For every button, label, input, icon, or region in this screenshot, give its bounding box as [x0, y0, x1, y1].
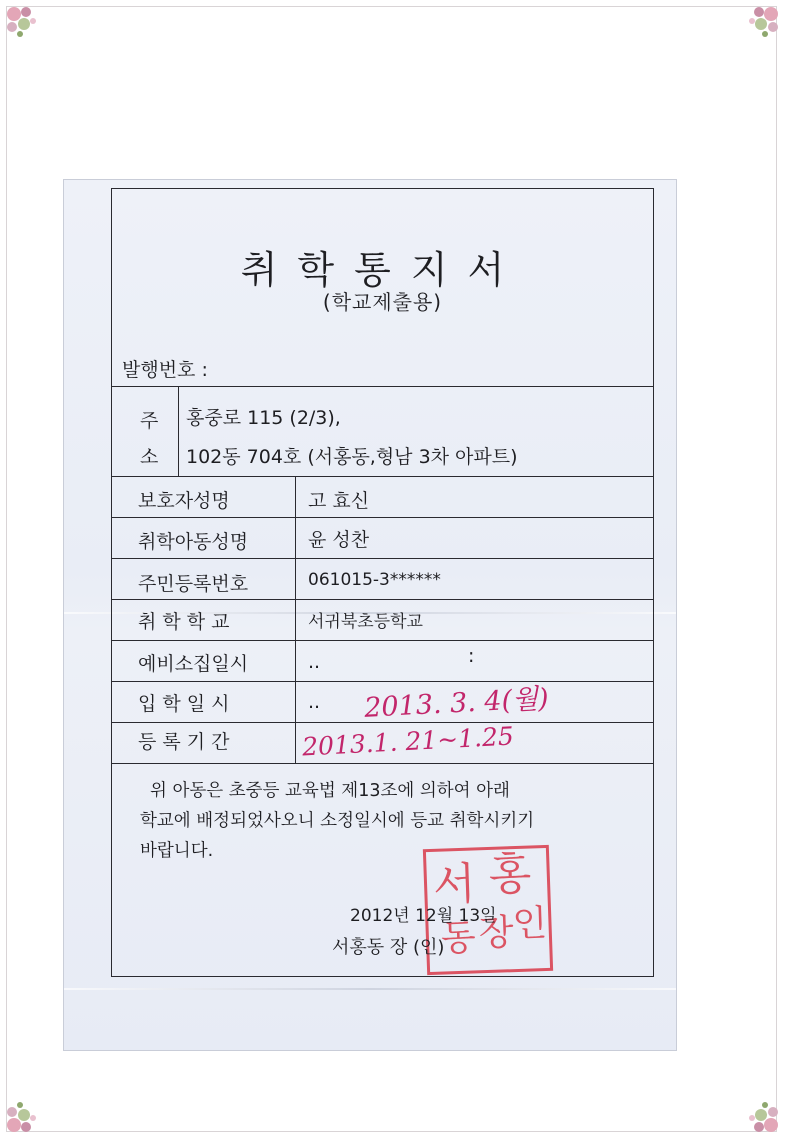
resident-number-value: 061015-3******: [308, 570, 441, 590]
flower-corner-icon: [741, 1095, 783, 1137]
paper-fold: [64, 988, 676, 990]
address-label-bottom: 소: [140, 446, 159, 468]
resident-number-label: 주민등록번호: [138, 573, 249, 595]
seal-char: 서: [432, 858, 477, 911]
issue-date: 2012년 12월 13일: [350, 906, 497, 926]
enrollment-notice-form: [111, 188, 654, 977]
address-divider: [178, 386, 179, 476]
seal-char: 인: [511, 902, 549, 946]
body-line-2: 학교에 배정되었사오니 소정일시에 등교 취학시키기: [140, 811, 535, 831]
seal-char: 장: [478, 912, 515, 955]
orientation-date-label: 예비소집일시: [138, 653, 249, 675]
table-rule: [112, 517, 653, 518]
document-subtitle: (학교제출용): [322, 290, 443, 314]
entrance-date-handwritten: 2013. 3. 4(월): [363, 683, 550, 724]
seal-char: 홍: [487, 848, 533, 901]
table-rule: [112, 476, 653, 477]
flower-corner-icon: [2, 2, 44, 44]
registration-period-handwritten: 2013.1. 21~1.25: [301, 721, 515, 762]
entrance-date-value: ..: [308, 691, 321, 713]
signature-line: 서홍동 장 (인): [332, 937, 445, 958]
column-divider: [295, 476, 296, 763]
guardian-name-label: 보호자성명: [138, 490, 230, 512]
table-rule: [112, 599, 653, 600]
seal-char: 동: [440, 917, 477, 960]
registration-period-label: 등 록 기 간: [138, 731, 230, 753]
orientation-time-separator: :: [468, 645, 475, 667]
table-rule: [112, 681, 653, 682]
assigned-school-label: 취 학 학 교: [138, 611, 230, 633]
child-name-label: 취학아동성명: [138, 531, 249, 553]
table-rule: [112, 558, 653, 559]
address-line-1: 홍중로 115 (2/3),: [186, 407, 341, 429]
address-label-top: 주: [140, 410, 159, 432]
child-name-value: 윤 성찬: [308, 529, 370, 551]
body-line-3: 바랍니다.: [140, 841, 214, 861]
issue-number-label: 발행번호 :: [122, 359, 208, 381]
table-rule: [112, 763, 653, 764]
table-rule: [112, 640, 653, 641]
orientation-date-value: ..: [308, 651, 321, 673]
table-rule: [112, 386, 653, 387]
flower-corner-icon: [2, 1095, 44, 1137]
guardian-name-value: 고 효신: [308, 490, 370, 512]
address-line-2: 102동 704호 (서홍동,형남 3차 아파트): [186, 446, 518, 468]
document-title: 취학통지서: [240, 248, 525, 292]
entrance-date-label: 입 학 일 시: [138, 693, 230, 715]
assigned-school-value: 서귀북초등학교: [308, 612, 423, 632]
body-line-1: 위 아동은 초중등 교육법 제13조에 의하여 아래: [150, 781, 510, 801]
flower-corner-icon: [741, 2, 783, 44]
